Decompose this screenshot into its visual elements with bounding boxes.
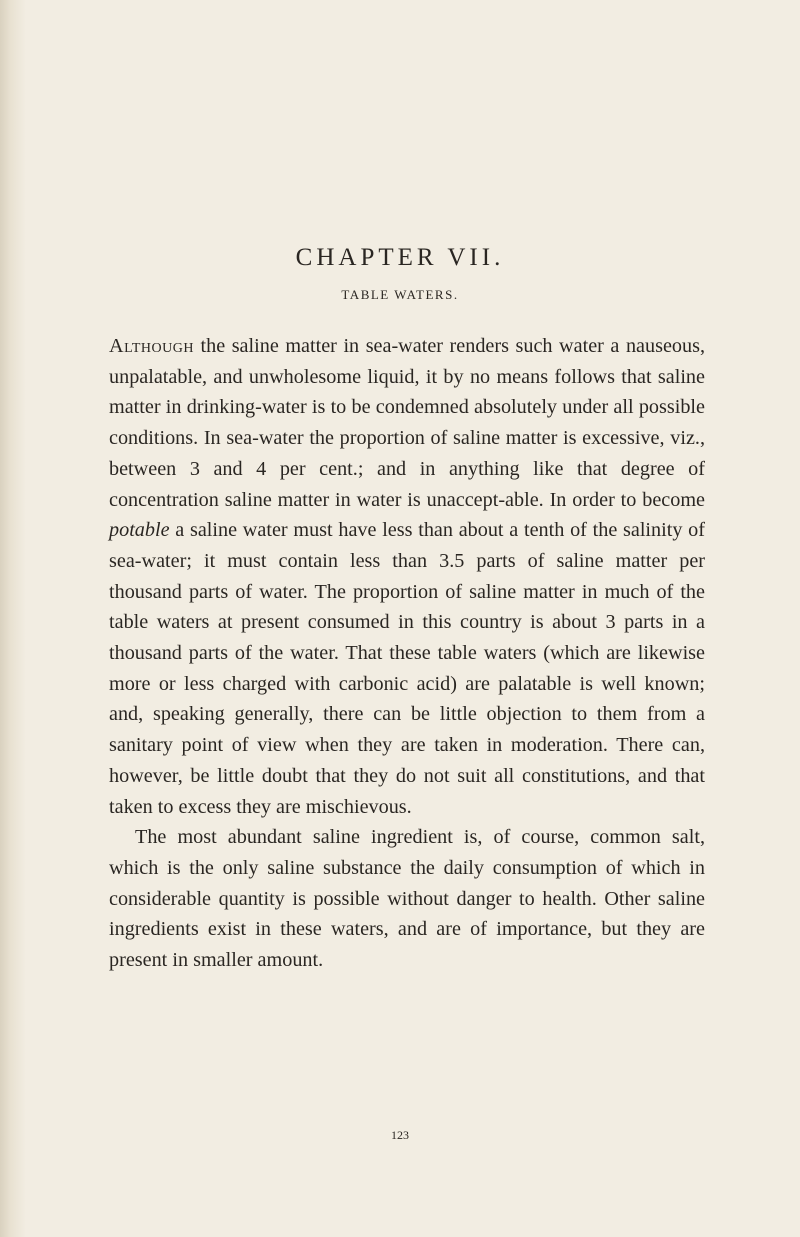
paragraph-1 [109, 331, 705, 822]
paragraph-1-text: the saline matter in sea-water renders such water a nauseous, unpalatable, and unwholesome liquid, it by no means follows that saline matter in drinking-water is to be condemned absolutely under all possible conditions. In sea-water the proportion of saline matter is excessive, viz., between 3 and 4 per cent.; and in anything like that degree of concentration saline matter in water is unaccept-able. In order to become [109, 335, 705, 511]
paragraph-1-emphasis: potable [109, 519, 170, 542]
page-number: 123 [391, 1128, 409, 1142]
paragraph-2: The most abundant saline ingredient is, of course, common salt, which is the only saline substance the daily consumption of which in considerable quantity is possible without danger to health. Other saline ingredients exist in these waters, and are of importance, but they are present in smaller amount. [109, 826, 705, 972]
chapter-title: CHAPTER VII. [295, 244, 505, 271]
body-text [109, 331, 705, 976]
section-title: TABLE WATERS. [341, 287, 459, 302]
paragraph-1-tail: a saline water must have less than about a tenth of the salinity of sea-water; it must contain less than 3.5 parts of saline matter per thousand parts of water. The proportion of saline matter in much of the table waters at present consumed in this country is about 3 parts in a thousand parts of the water. That these table waters (which are likewise more or less charged with carbonic acid) are palatable is well known; and, speaking generally, there can be little objection to them from a sanitary point of view when they are taken in moderation. There can, however, be little doubt that they do not suit all constitutions, and that taken to excess they are mischievous. [109, 519, 705, 818]
paragraph-1-lead: Although [109, 335, 194, 357]
